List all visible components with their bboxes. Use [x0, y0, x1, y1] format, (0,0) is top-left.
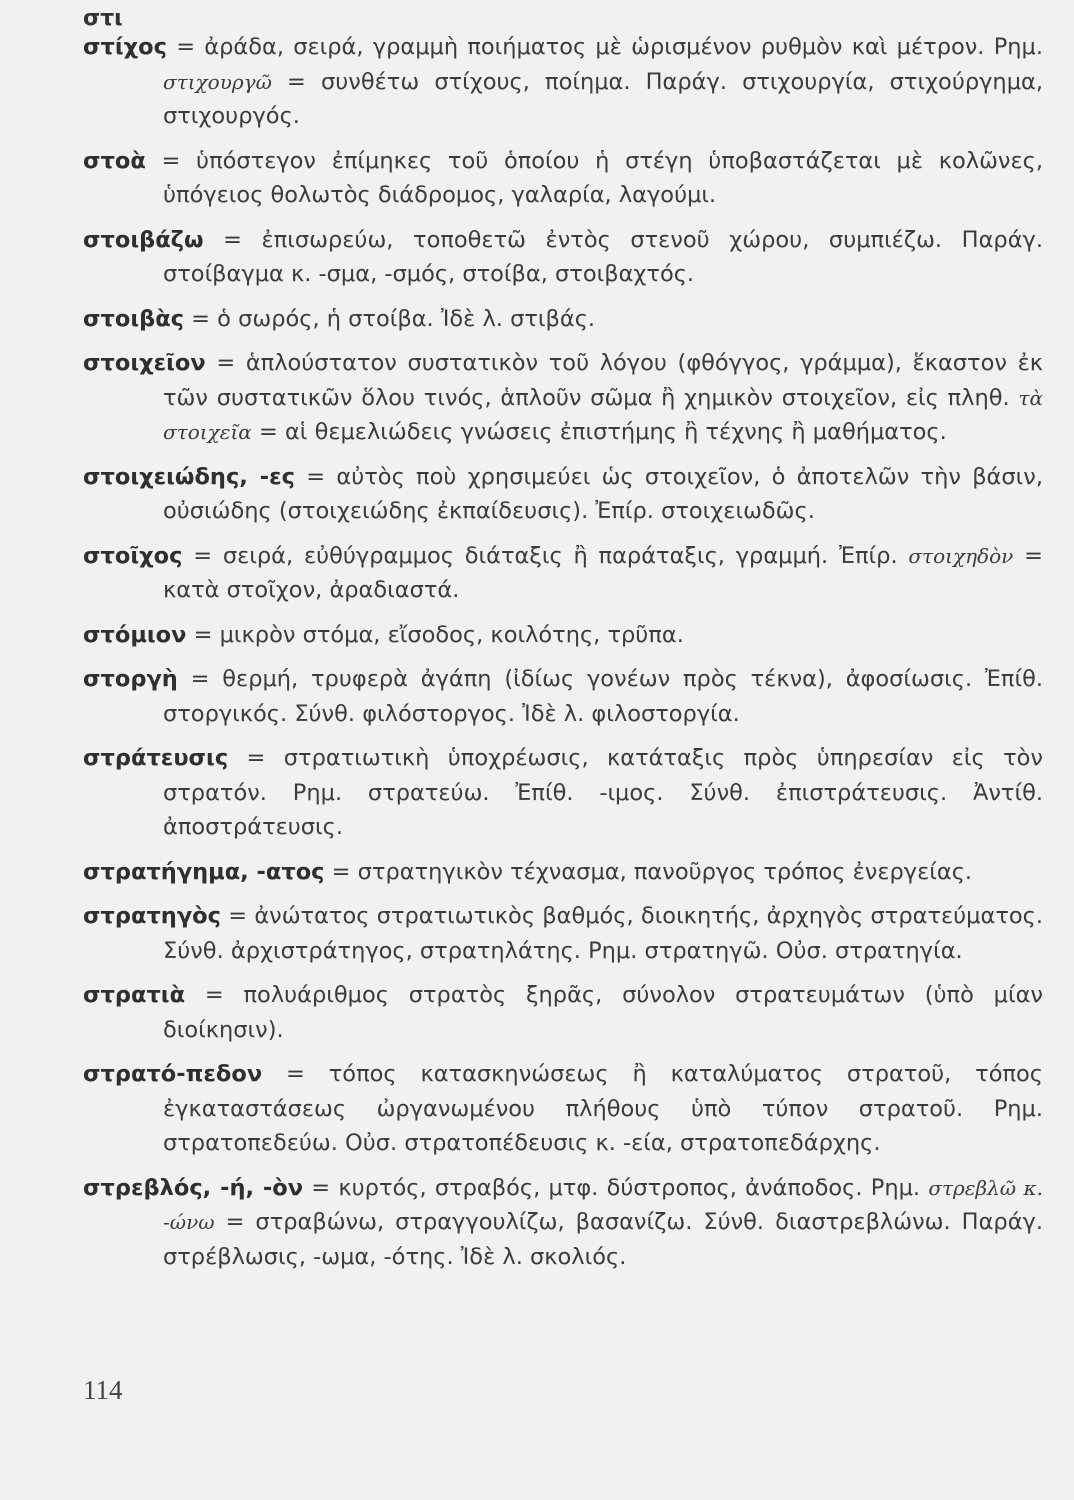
entry-definition: = κατὰ στοῖχον, ἀραδιαστά. — [163, 542, 1043, 603]
dictionary-entry — [83, 618, 1043, 653]
dictionary-entry — [83, 662, 1043, 731]
dictionary-entry — [83, 223, 1043, 292]
dictionary-entry — [83, 1057, 1043, 1161]
page-number: 114 — [83, 1375, 123, 1405]
dictionary-entry — [83, 144, 1043, 213]
entry-example-italic: στρεβλῶ κ. -ώνω — [163, 1175, 1043, 1234]
entry-headword: στοιχεῖον — [83, 350, 206, 376]
entry-definition: = στραβώνω, στραγγουλίζω, βασανίζω. Σύνθ. διαστρεβλώνω. Παράγ. στρέβλωσις, -ωμα, -ότης. Ἰδὲ λ. σκολιός. — [163, 1209, 1043, 1270]
entry-headword: στοὰ — [83, 147, 146, 174]
dictionary-entry — [83, 302, 1043, 337]
dictionary-entry — [83, 539, 1043, 608]
dictionary-entry — [83, 741, 1043, 845]
entry-headword: στοιχειώδης, -ες — [83, 463, 295, 490]
entry-example-italic: τὰ στοιχεῖα — [163, 385, 1043, 444]
entry-headword: στρατηγὸς — [83, 903, 221, 929]
dictionary-entry — [83, 855, 1043, 890]
entry-headword: στρεβλός, -ή, -ὸν — [83, 1174, 304, 1201]
entries-list — [83, 30, 1043, 1284]
entry-definition: = σειρά, εὐθύγραμμος διάταξις ἢ παράταξις, γραμμή. Ἐπίρ. — [182, 542, 909, 569]
dictionary-entry — [83, 460, 1043, 529]
entry-example-italic: στοιχηδὸν — [908, 543, 1014, 568]
entry-headword: στοιβὰς — [83, 305, 185, 332]
entry-definition: = στρατιωτικὴ ὑποχρέωσις, κατάταξις πρὸς ὑπηρεσίαν εἰς τὸν στρατόν. Ρημ. στρατεύω. Ἐπίθ. -ιμος. Σύνθ. ἐπιστράτευσις. Ἀντίθ. ἀποστράτευσις. — [163, 745, 1043, 840]
entry-definition: = συνθέτω στίχους, ποίημα. Παράγ. στιχουργία, στιχούργημα, στιχουργός. — [163, 68, 1043, 129]
entry-definition: = κυρτός, στραβός, μτφ. δύστροπος, ἀνάποδος. Ρημ. — [303, 1174, 929, 1201]
dictionary-entry — [83, 978, 1043, 1047]
entry-headword: στρατήγημα, -ατος — [83, 858, 325, 885]
entry-definition: = τόπος κατασκηνώσεως ἢ καταλύματος στρατοῦ, τόπος ἐγκαταστάσεως ὠργανωμένου πλήθους ὑπὸ τύπον στρατοῦ. Ρημ. στρατοπεδεύω. Οὐσ. στρατοπέδευσις κ. -εία, στρατοπεδάρχης. — [163, 1061, 1043, 1156]
running-head: στι — [83, 6, 123, 31]
entry-headword: στόμιον — [83, 621, 187, 648]
entry-definition: = θερμή, τρυφερὰ ἀγάπη (ἰδίως γονέων πρὸς τέκνα), ἀφοσίωσις. Ἐπίθ. στοργικός. Σύνθ. φιλόστοργος. Ἰδὲ λ. φιλοστοργία. — [163, 666, 1043, 727]
entry-headword: στοιβάζω — [83, 226, 204, 253]
entry-headword: στοῖχος — [83, 542, 183, 569]
entry-definition: = ἐπισωρεύω, τοποθετῶ ἐντὸς στενοῦ χώρου, συμπιέζω. Παράγ. στοίβαγμα κ. -σμα, -σμός, στοίβα, στοιβαχτός. — [163, 226, 1043, 287]
entry-definition: = μικρὸν στόμα, εἴσοδος, κοιλότης, τρῦπα. — [186, 621, 684, 648]
entry-definition: = ἁπλούστατον συστατικὸν τοῦ λόγου (φθόγγος, γράμμα), ἕκαστον ἐκ τῶν συστατικῶν ὅλου τινός, ἁπλοῦν σῶμα ἢ χημικὸν στοιχεῖον, εἰς πληθ. — [163, 350, 1043, 411]
entry-headword: στρατιὰ — [83, 982, 186, 1008]
entry-headword: στρατό-πεδον — [83, 1061, 263, 1087]
entry-headword: στοργὴ — [83, 666, 178, 692]
dictionary-entry — [83, 1171, 1043, 1275]
entry-definition: = ὁ σωρός, ἡ στοίβα. Ἰδὲ λ. στιβάς. — [184, 305, 596, 332]
dictionary-entry — [83, 899, 1043, 968]
entry-definition: = στρατηγικὸν τέχνασμα, πανοῦργος τρόπος ἐνεργείας. — [324, 858, 973, 885]
entry-example-italic: στιχουργῶ — [163, 69, 272, 94]
dictionary-entry — [83, 30, 1043, 134]
entry-headword: στίχος — [83, 34, 167, 60]
entry-definition: = ἀράδα, σειρά, γραμμὴ ποιήματος μὲ ὡρισμένον ρυθμὸν καὶ μέτρον. Ρημ. — [166, 34, 1043, 60]
entry-headword: στράτευσις — [83, 745, 229, 771]
entry-definition: = ὑπόστεγον ἐπίμηκες τοῦ ὁποίου ἡ στέγη ὑποβαστάζεται μὲ κολῶνες, ὑπόγειος θολωτὸς διάδρομος, γαλαρία, λαγούμι. — [145, 147, 1043, 208]
entry-definition: = αὐτὸς ποὺ χρησιμεύει ὡς στοιχεῖον, ὁ ἀποτελῶν τὴν βάσιν, οὐσιώδης (στοιχειώδης ἐκπαίδευσις). Ἐπίρ. στοιχειωδῶς. — [163, 463, 1043, 524]
entry-definition: = αἱ θεμελιώδεις γνώσεις ἐπιστήμης ἢ τέχνης ἢ μαθήματος. — [251, 419, 947, 445]
entry-definition: = πολυάριθμος στρατὸς ξηρᾶς, σύνολον στρατευμάτων (ὑπὸ μίαν διοίκησιν). — [163, 982, 1043, 1043]
entry-definition: = ἀνώτατος στρατιωτικὸς βαθμός, διοικητής, ἀρχηγὸς στρατεύματος. Σύνθ. ἀρχιστράτηγος, στρατηλάτης. Ρημ. στρατηγῶ. Οὐσ. στρατηγία. — [163, 903, 1043, 964]
dictionary-entry — [83, 346, 1043, 450]
